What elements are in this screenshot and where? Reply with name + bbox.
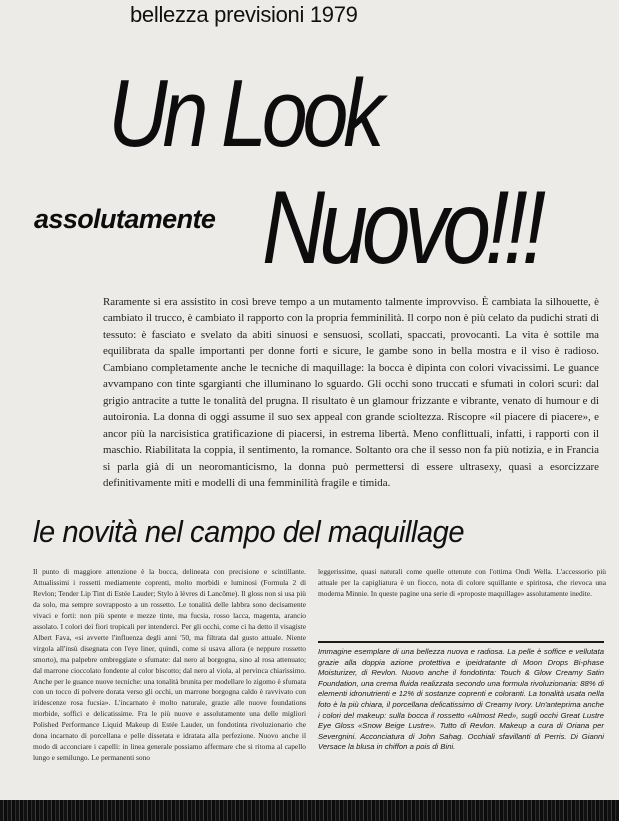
section-title: le novità nel campo del maquillage [33,514,465,549]
headline-line-2: Nuovo!!! [262,170,541,286]
photo-caption: Immagine esemplare di una bellezza nuova e radiosa. La pelle è soffice e vellutata grazie alla doppia azione protettiva e ipeidratante di Moon Drops Bi-phase Moisturizer, di Revlon. Nuovo anche il fondotinta: Touch & Glow Creamy Satin Foundation, una crema fluida realizzata secondo una formula rivoluzionaria: 88% di elementi idronutrienti e 12% di sostanze coprenti e coloranti. La tonalità usata nella foto è la più chiara, il porcellana delicatissimo di Creamy Ivory. Un'anteprima anche i colori del makeup: sulla bocca il rossetto «Almost Red», sugli occhi Great Lustre Eye Gloss «Snow Beige Lustre». Tutto di Revlon. Makeup a cura di Oriana per Severgnini. Acconciatura di John Sahag. Occhiali sfavillanti di Perris. Di Gianni Versace la blusa in chiffon a pois di Bini. [318,647,604,752]
caption-divider [318,641,604,643]
body-column-right: leggerissime, quasi naturali come quelle ottenute con l'ottima Ondì Wella. L'accessorio più attuale per la capigliatura è un fiocco, nota di colore squillante e spiritosa, che rievoca una moderna Minnie. In queste pagine una serie di «proposte maquillage» assolutamente inedite. [318,567,606,598]
intro-paragraph: Raramente si era assistito in così breve tempo a un mutamento talmente improvviso. È cambiata la silhouette, è cambiato il trucco, è cambiato il rapporto con la propria femminilità. Il corpo non è più celato da pudichi strati di tessuto: è fasciato e svelato da abiti sinuosi e sensuosi, scollati, spaccati, provocanti. La vita è sottile ma equilibrata da spalle importanti per donne forti e sicure, le gambe sono in bella mostra e il viso è radioso. Cambiano completamente anche le tecniche di maquillage: la bocca è dipinta con colori vivacissimi. Le guance avvampano con tinte sgargianti che illuminano lo sguardo. Gli occhi sono truccati e sfumati in colori scuri: dal grigio antracite a tutte le tonalità del prugna. Il risultato è un glamour frizzante e vibrante, venato di humour e di autoironia. La donna di oggi assume il suo sex appeal con grande scioltezza. Riscopre «il piacere di piacere», e ancor più la narcisistica gratificazione di piacersi, in estrema libertà. Meno conflittuali, infatti, i rapporti con il maschio. Riabilitata la coppia, il sentimento, la romance. Soltanto ora che il sesso non fa più notizia, e in Francia si parla già di un neoromanticismo, la donna può permettersi di essere ultrasexy, quasi a esorcizzare definitivamente miti e modelli di una femminilità fragile e timida. [103,296,599,489]
section-kicker: bellezza previsioni 1979 [130,2,358,27]
body-column-left: Il punto di maggiore attenzione è la bocca, delineata con precisione e scintillante. Attualissimi i rossetti mediamente coprenti, molto morbidi e luminosi (Formula 2 di Revlon; Tender Lip Tint di Estée Lauder; Stylo à lèvres di Lancôme). Il gloss non si usa più da solo, ma sempre sovrapposto a un rossetto. Le tonalità delle labbra sono decisamente vivaci e forti: non più spente e mezze tinte, ma fucsia, rosso lacca, magenta, arancio assolato. I colori dei fiori tropicali per intenderci. Per gli occhi, come ci ha detto il visagiste Albert Fava, «si avverte l'influenza degli anni '50, ma filtrata dal gusto attuale. Niente virgola all'insù disegnata con l'eye liner, quindi, come si usava allora (e neppure rossetto smorto), ma palpebre ombreggiate e sfumate: dal nero al borgogna, sino al rosa attenuato; dal marrone cioccolato fondente al color biscotto; dal nero al viola, al pervinca chiarissimo. Anche per le guance nuove tecniche: una tonalità brunita per modellare lo zigomo è sfumata con un tocco di polvere dorata verso gli occhi, un marrone borgogna caldo è ravvivato con iridescenze rosa fucsia». L'incarnato è molto naturale, grazie alle nuove foundations morbide, soffici e delicatissime. Fra le più nuove e assolutamente una delle migliori Polished Performance Liquid Makeup di Estée Lauder, un fondotinta rivoluzionario che dona incarnato di porcellana e pelle dissetata e idratata alla perfezione. Nuovo anche il modo di acconciare i capelli: in linea generale possiamo affermare che si ritorna al capello lungo e semilungo. Le permanenti sono [33,567,306,763]
headline-line-1: Un Look [108,60,380,167]
bottom-scan-edge [0,800,619,821]
headline-word-assolutamente: assolutamente [34,204,216,234]
